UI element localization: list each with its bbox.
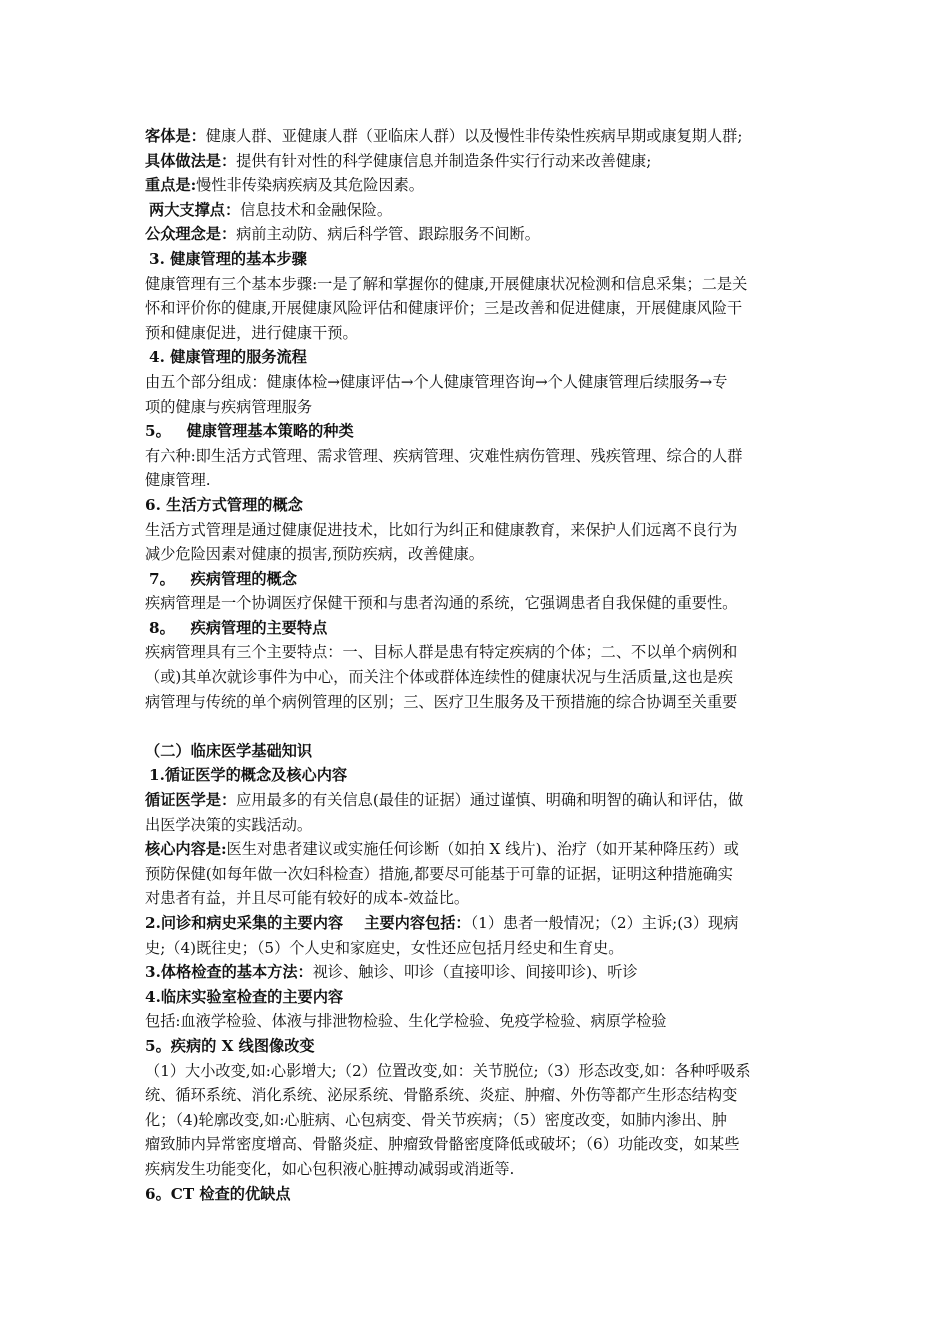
paragraph-ebm — [145, 788, 810, 813]
paragraph-physical-exam — [145, 960, 810, 985]
paragraph-text: 应用最多的有关信息(最佳的证据）通过谨慎、明确和明智的确认和评估，做 — [236, 791, 744, 810]
body-line: 史;（4)既往史；（5）个人史和家庭史，女性还应包括月经史和生育史。 — [145, 938, 624, 957]
body-line: 预和健康促进，进行健康干预。 — [145, 323, 358, 342]
body-line: （或)其单次就诊事件为中心，而关注个体或群体连续性的健康状况与生活质量,这也是疾 — [145, 668, 733, 687]
body-line: 出医学决策的实践活动。 — [145, 815, 313, 834]
section-heading: 5。疾病的 X 线图像改变 — [145, 1036, 315, 1055]
chapter-heading: （二）临床医学基础知识 — [145, 741, 313, 760]
bold-label: 具体做法是： — [145, 151, 237, 170]
body-line: 预防保健(如每年做一次妇科检查）措施,都要尽可能基于可靠的证据，证明这种措施确实 — [145, 864, 733, 883]
paragraph-text: 慢性非传染病疾病及其危险因素。 — [196, 176, 424, 195]
bold-label: 循证医学是： — [145, 791, 237, 810]
body-line: 减少危险因素对健康的损害,预防疾病，改善健康。 — [145, 545, 484, 564]
body-line: 生活方式管理是通过健康促进技术，比如行为纠正和健康教育，来保护人们远离不良行为 — [145, 520, 738, 539]
bold-label: 3.体格检查的基本方法： — [145, 963, 313, 982]
bold-label: 重点是: — [145, 176, 197, 195]
section-heading: 1.循证医学的概念及核心内容 — [149, 766, 348, 785]
section-heading: 4.临床实验室检查的主要内容 — [145, 987, 344, 1006]
section-heading: 3. 健康管理的基本步骤 — [149, 249, 307, 268]
paragraph-core — [145, 837, 810, 862]
section-heading: 5。 健康管理基本策略的种类 — [145, 422, 354, 441]
paragraph-text: 提供有针对性的科学健康信息并制造条件实行行动来改善健康; — [236, 151, 652, 170]
body-line: 统、循环系统、消化系统、泌尿系统、骨骼系统、炎症、肿瘤、外伤等都产生形态结构变 — [145, 1086, 738, 1105]
body-line: （1）大小改变,如:心影增大;（2）位置改变,如：关节脱位;（3）形态改变,如：各种呼吸系 — [145, 1061, 751, 1080]
body-line: 病管理与传统的单个病例管理的区别；三、医疗卫生服务及干预措施的综合协调至关重要 — [145, 692, 738, 711]
bold-label: 客体是： — [145, 127, 206, 145]
section-heading: 6。CT 检查的优缺点 — [145, 1184, 291, 1203]
paragraph-text: 健康人群、亚健康人群（亚临床人群）以及慢性非传染性疾病早期或康复期人群; — [205, 127, 743, 145]
body-line: 怀和评价你的健康,开展健康风险评估和健康评价；三是改善和促进健康，开展健康风险干 — [145, 299, 743, 318]
body-line: 健康管理. — [145, 471, 211, 490]
paragraph-concept — [145, 222, 810, 247]
paragraph-text: （1）患者一般情况；（2）主诉;(3）现病 — [470, 914, 739, 932]
document-body — [145, 124, 810, 1206]
paragraph-history — [145, 911, 810, 936]
body-line: 疾病管理是一个协调医疗保健干预和与患者沟通的系统，它强调患者自我保健的重要性。 — [145, 594, 738, 613]
body-line: 疾病管理具有三个主要特点：一、目标人群是患有特定疾病的个体；二、不以单个病例和 — [145, 643, 738, 662]
body-line: 对患者有益，并且尽可能有较好的成本-效益比。 — [145, 889, 470, 908]
body-line: 有六种:即生活方式管理、需求管理、疾病管理、灾难性病伤管理、残疾管理、综合的人群 — [145, 446, 743, 465]
body-line: 由五个部分组成：健康体检→健康评估→个人健康管理咨询→个人健康管理后续服务→专 — [145, 372, 728, 391]
paragraph-text: 医生对患者建议或实施任何诊断（如拍 X 线片)、治疗（如开某种降压药）或 — [226, 840, 739, 859]
paragraph-text: 信息技术和金融保险。 — [240, 200, 392, 219]
body-line: 瘤致肺内异常密度增高、骨骼炎症、肿瘤致骨骼密度降低或破坏；（6）功能改变，如某些 — [145, 1135, 740, 1154]
section-heading: 6. 生活方式管理的概念 — [145, 495, 303, 514]
body-line: 项的健康与疾病管理服务 — [145, 397, 313, 416]
bold-label: 两大支撑点： — [149, 200, 241, 219]
paragraph-supports — [145, 198, 810, 223]
paragraph-text: 病前主动防、病后科学管、跟踪服务不间断。 — [236, 225, 540, 244]
bold-label: 2.问诊和病史采集的主要内容 主要内容包括： — [145, 914, 471, 932]
paragraph-method — [145, 149, 810, 174]
body-line: 包括:血液学检验、体液与排泄物检验、生化学检验、免疫学检验、病原学检验 — [145, 1012, 667, 1031]
section-heading: 8。 疾病管理的主要特点 — [149, 618, 328, 637]
section-heading: 7。 疾病管理的概念 — [149, 569, 297, 588]
body-line: 健康管理有三个基本步骤:一是了解和掌握你的健康,开展健康状况检测和信息采集；二是关 — [145, 274, 748, 293]
body-line: 化；（4)轮廓改变,如:心脏病、心包病变、骨关节疾病；（5）密度改变，如肺内渗出、肿 — [145, 1110, 727, 1129]
body-line: 疾病发生功能变化，如心包积液心脏搏动减弱或消逝等. — [145, 1159, 515, 1178]
blank-line — [145, 714, 810, 739]
paragraph-text: 视诊、触诊、叩诊（直接叩诊、间接叩诊)、听诊 — [312, 963, 638, 982]
bold-label: 公众理念是： — [145, 225, 237, 244]
paragraph-focus — [145, 173, 810, 198]
bold-label: 核心内容是: — [145, 840, 227, 859]
section-heading: 4. 健康管理的服务流程 — [149, 348, 307, 367]
paragraph-object — [145, 124, 810, 149]
